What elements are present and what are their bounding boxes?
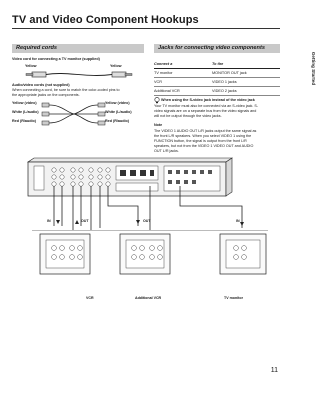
row-connect: VCR: [154, 80, 163, 84]
row-to: VIDEO 2 jacks: [212, 89, 237, 93]
connection-diagram: [20, 156, 280, 331]
additional-vcr-out-label: OUT: [143, 219, 151, 223]
av-cord-desc-2: the appropriate jacks on the components.: [12, 93, 80, 97]
tv-monitor-label: TV monitor: [224, 296, 243, 300]
note-line-5: OUT L/R jacks.: [154, 149, 179, 153]
tv-monitor-device: [220, 234, 266, 274]
page-title: TV and Video Component Hookups: [12, 14, 199, 26]
video-cord-title: Video cord for connecting a TV monitor (supplied): [12, 57, 100, 61]
row-connect: TV monitor: [154, 71, 173, 75]
av-right-label-3: Red (R/audio): [105, 119, 129, 123]
video-cord-illustration: [12, 69, 152, 81]
jacks-header: Jacks for connecting video components: [154, 44, 280, 53]
tip-line-2: video signals are on a separate bus from the video signals and: [154, 109, 257, 113]
note-heading: Note: [154, 123, 163, 127]
av-cord-illustration: [40, 101, 110, 129]
row-to: MONITOR OUT jack: [212, 71, 247, 75]
receiver-unit: [28, 158, 232, 196]
row-to: VIDEO 1 jacks: [212, 80, 237, 84]
side-tab: [292, 34, 316, 114]
required-cords-header: Required cords: [12, 44, 144, 53]
note-line-1: The VIDEO 1 AUDIO OUT L/R jacks output the same signal as: [154, 129, 257, 133]
table-row: [154, 69, 280, 78]
col-to-header: To the: [212, 62, 224, 66]
av-cord-desc-1: When connecting a cord, be sure to match the color-coded pins to: [12, 88, 120, 92]
table-row: [154, 78, 280, 87]
jacks-table-header-row: [154, 60, 280, 69]
title-rule: [12, 28, 280, 29]
vcr-in-label: IN: [47, 219, 51, 223]
av-left-label-2: White (L/audio): [12, 110, 39, 114]
note-line-4: speakers, but not from the VIDEO 1 VIDEO OUT and AUDIO: [154, 144, 254, 148]
vcr-out-label: OUT: [81, 219, 89, 223]
tip-line-1: Your TV monitor must also be connected via an S-video jack. S-: [154, 104, 259, 108]
jacks-table: [154, 60, 280, 96]
av-right-label-1: Yellow (video): [105, 101, 130, 105]
tv-in-label: IN: [236, 219, 240, 223]
lightbulb-icon: [154, 97, 160, 104]
note-line-2: the front L/R speakers. When you select VIDEO 1 using the: [154, 134, 252, 138]
tip-heading: When using the S-video jack instead of the video jack: [161, 98, 255, 102]
vcr-label: VCR: [86, 296, 94, 300]
tip-line-3: will not be output through the video jacks.: [154, 114, 222, 118]
additional-vcr-device: [120, 234, 170, 274]
av-cord-title: Audio/video cords (not supplied): [12, 83, 70, 87]
video-cord-left-label: Yellow: [25, 64, 37, 68]
video-cord-right-label: Yellow: [110, 64, 122, 68]
av-right-label-2: White (L/audio): [105, 110, 132, 114]
page-number: 11: [270, 367, 278, 374]
av-left-label-3: Red (R/audio): [12, 119, 36, 123]
note-line-3: FUNCTION button, the signal is output from the front L/R: [154, 139, 247, 143]
row-connect: Additional VCR: [154, 89, 180, 93]
side-tab-label: Getting Started: [310, 51, 316, 86]
col-connect-header: Connect a: [154, 62, 173, 66]
additional-vcr-label: Additional VCR: [135, 296, 162, 300]
table-row: [154, 87, 280, 96]
vcr-device: [40, 234, 90, 274]
av-left-label-1: Yellow (video): [12, 101, 37, 105]
